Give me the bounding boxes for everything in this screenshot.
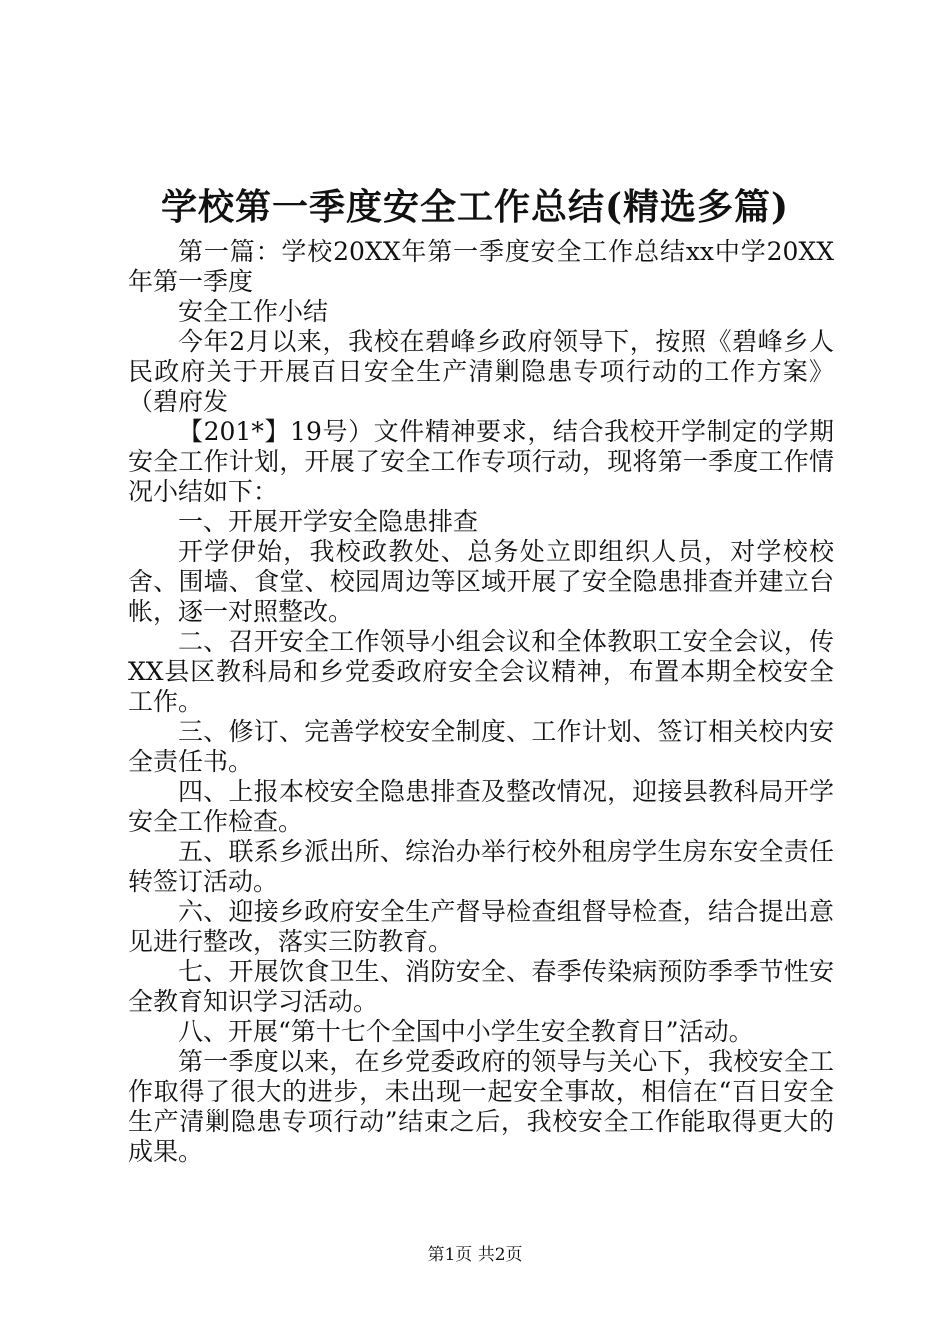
paragraph-item-1-heading: 一、开展开学安全隐患排查	[178, 507, 479, 536]
document-body	[128, 237, 834, 1167]
paragraph-item-5: 五、联系乡派出所、综治办举行校外租房学生房东安全责任转签订活动。	[128, 837, 834, 896]
paragraph-item-3: 三、修订、完善学校安全制度、工作计划、签订相关校内安全责任书。	[128, 717, 834, 776]
paragraph-conclusion: 第一季度以来，在乡党委政府的领导与关心下，我校安全工作取得了很大的进步，未出现一起安全事故，相信在“百日安全生产清剿隐患专项行动”结束之后，我校安全工作能取得更大的成果。	[128, 1047, 834, 1166]
paragraph-item-8: 八、开展“第十七个全国中小学生安全教育日”活动。	[178, 1017, 754, 1046]
page-number-footer: 第1页 共2页	[427, 1245, 523, 1265]
paragraph-item-2: 二、召开安全工作领导小组会议和全体教职工安全会议，传XX县区教科局和乡党委政府安全会议精神，布置本期全校安全工作。	[128, 627, 834, 716]
paragraph-item-1-detail: 开学伊始，我校政教处、总务处立即组织人员，对学校校舍、围墙、食堂、校园周边等区域开展了安全隐患排查并建立台帐，逐一对照整改。	[128, 537, 834, 626]
paragraph-item-6: 六、迎接乡政府安全生产督导检查组督导检查，结合提出意见进行整改，落实三防教育。	[128, 897, 834, 956]
paragraph-intro-continued: 【201*】19号）文件精神要求，结合我校开学制定的学期安全工作计划，开展了安全工作专项行动，现将第一季度工作情况小结如下：	[128, 417, 834, 506]
document-title: 学校第一季度安全工作总结(精选多篇)	[160, 186, 790, 228]
paragraph-item-4: 四、上报本校安全隐患排查及整改情况，迎接县教科局开学安全工作检查。	[128, 777, 834, 836]
paragraph-intro: 今年2月以来，我校在碧峰乡政府领导下，按照《碧峰乡人民政府关于开展百日安全生产清剿隐患专项行动的工作方案》（碧府发	[128, 327, 834, 416]
paragraph-subtitle: 安全工作小结	[178, 297, 329, 326]
paragraph-item-7: 七、开展饮食卫生、消防安全、春季传染病预防季季节性安全教育知识学习活动。	[128, 957, 834, 1016]
paragraph-first-chapter-heading: 第一篇：学校20XX年第一季度安全工作总结xx中学20XX年第一季度	[128, 237, 834, 296]
